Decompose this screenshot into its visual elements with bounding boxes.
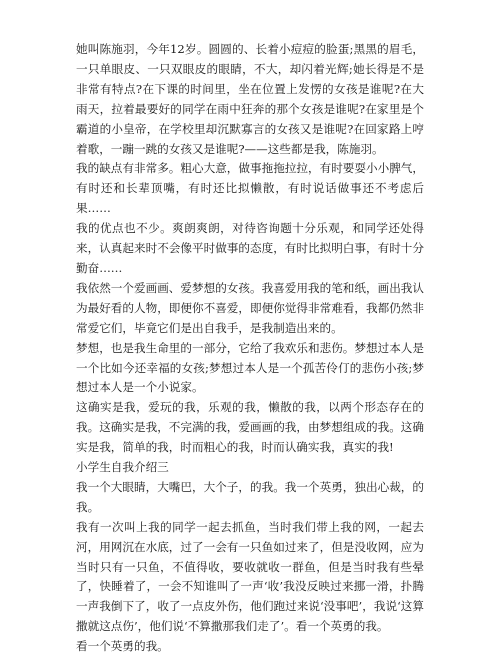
document-page	[76, 40, 424, 657]
paragraph-dreams: 梦想，也是我生命里的一部分，它给了我欢乐和悲伤。梦想过本人是一个比如今还幸福的女孩;梦想过本人是一个孤苦伶仃的悲伤小孩;梦想过本人是一个小说家。	[76, 340, 424, 395]
paragraph-strengths: 我的优点也不少。爽朗爽朗，对待咨询题十分乐观，和同学还处得来，认真起来时不会像平时做事的态度，有时比拟明白事，有时十分勤奋……	[76, 221, 424, 275]
paragraph-conclusion: 这确实是我，爱玩的我，乐观的我，懒散的我，以两个形态存在的我。这确实是我，不完满的我，爱画画的我，由梦想组成的我。这确实是我，简单的我，时而粗心的我，时而认确实我，真实的我!	[76, 400, 424, 455]
paragraph-intro: 她叫陈施羽，今年12岁。圆圆的、长着小痘痘的脸蛋;黑黑的眉毛，一只单眼皮、一只双眼皮的眼睛，不大，却闪着光辉;她长得是不是非常有特点?在下课的时间里，坐在位置上发愣的女孩是谁呢?在大雨天，拉着最要好的同学在雨中狂奔的那个女孩是谁呢?在家里是个霸道的小皇帝，在学校里却沉默寡言的女孩又是谁呢?在回家路上哼着歌，一蹦一跳的女孩又是谁呢?——这些都是我，陈施羽。	[76, 42, 424, 156]
paragraph-closing: 看一个英勇的我。	[76, 639, 169, 654]
paragraph-fishing-story: 我有一次叫上我的同学一起去抓鱼，当时我们带上我的网，一起去河，用网沉在水底，过了一会有一只鱼如过来了，但是没收网，应为当时只有一只鱼，不值得收，要收就收一群鱼，但是当时我有些晕了，快睡着了，一会不知谁叫了一声‘收’我没反映过来挪一滑，扑腾一声我倒下了，收了一点皮外伤，他们跑过来说‘没事吧’，我说‘这算撒就这点伤’，他们说‘不算撒那我们走了’。看一个英勇的我。	[76, 519, 424, 634]
paragraph-self-description: 我一个大眼睛，大嘴巴，大个子，的我。我一个英勇，独出心裁，的我。	[76, 479, 424, 514]
paragraph-drawing: 我依然一个爱画画、爱梦想的女孩。我喜爱用我的笔和纸，画出我认为最好看的人物，即便你不喜爱，即便你觉得非常难看，我都仍然非常爱它们，毕竟它们是出自我手，是我制造出来的。	[76, 280, 424, 335]
paragraph-shortcomings: 我的缺点有非常多。粗心大意，做事拖拖拉拉，有时要耍小小脾气，有时还和长辈顶嘴，有时还比拟懒散，有时说话做事还不考虑后果……	[76, 161, 424, 216]
section-title: 小学生自我介绍三	[76, 460, 169, 475]
